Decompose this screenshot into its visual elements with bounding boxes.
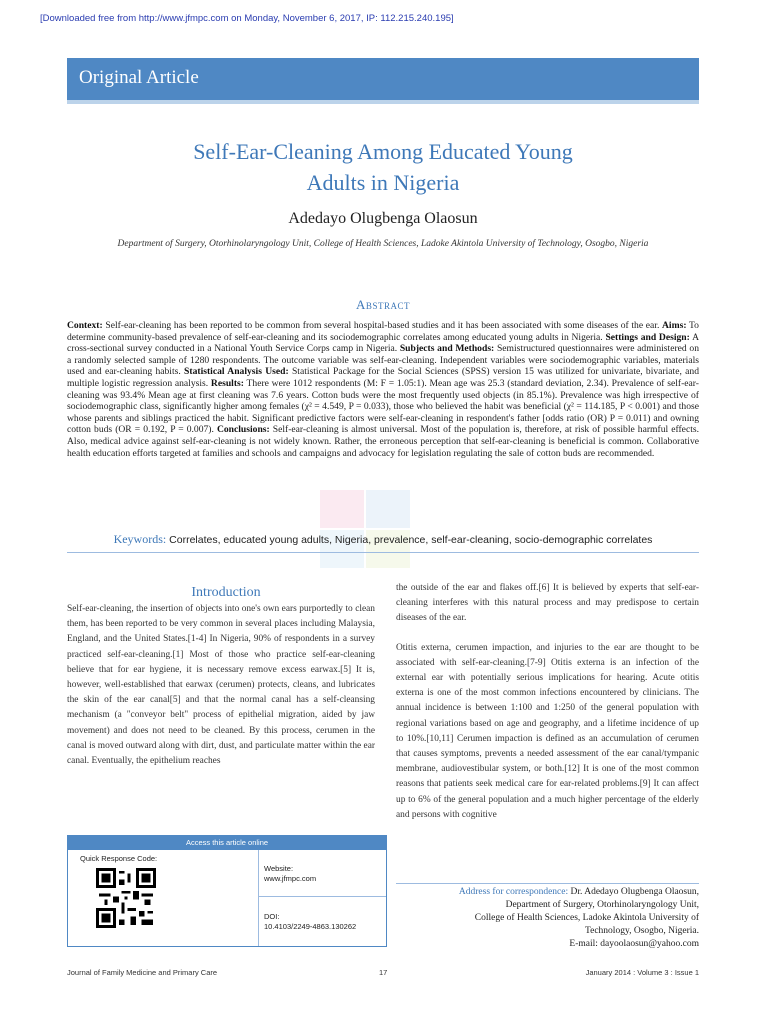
abstract-conclusions: Self-ear-cleaning is almost universal. Most of the population is, therefore, at risk of possible harmful effects. Also, medical advice against self-ear-cleaning is not widely known. Rather, the erroneous perception that self-ear-cleaning is beneficial is common. Collaborative health education efforts targeted at families and schools and campaigns and advocacy for legislation regulating the sale of cotton buds are recommended.	[67, 424, 699, 459]
abstract-results: There were 1012 respondents (M: F = 1.05:1). Mean age was 25.3 (standard deviation, 2.34). Prevalence of self-ear-cleaning was 93.4% Mean age at first cleaning was 7.6 years. Cotton buds were the most frequently used objects (in 85.1%). Prevalence was high irrespective of sociodemographic class, significantly higher among females (χ² = 4.549, P = 0.033), those who believed the habit was beneficial (χ² = 114.185, P < 0.001) and those whose parents and siblings practiced the habit. Significant predictive factors were self-ear-cleaning in respondent's father [odds ratio (OR) P = 0.011) and owning cotton buds (OR = 0.192, P = 0.007).	[67, 377, 699, 436]
doi-link[interactable]: 10.4103/2249-4863.130262	[264, 922, 357, 931]
correspondence-email[interactable]: E-mail: dayoolaosun@yahoo.com	[569, 939, 699, 949]
correspondence-line: Technology, Osogbo, Nigeria.	[584, 926, 699, 936]
abstract-aims-label: Aims:	[662, 320, 687, 331]
keywords-list: Correlates, educated young adults, Nigeria, prevalence, self-ear-cleaning, socio-demographic correlates	[169, 534, 653, 546]
correspondence-label: Address for correspondence:	[458, 887, 569, 897]
footer-issue: January 2014 : Volume 3 : Issue 1	[585, 968, 699, 977]
abstract-stats-label: Statistical Analysis Used:	[184, 366, 289, 378]
abstract-subjects: Semistructured questionnaires were administered on a randomly selected sample of 1280 respondents. The outcome variable was self-ear-cleaning. Independent variables were sociodemographic variables, materials used and ear-cleaning habits.	[67, 343, 699, 378]
qr-code-label: Quick Response Code:	[80, 854, 158, 863]
qr-code-icon[interactable]	[96, 868, 156, 928]
left-column	[67, 602, 375, 769]
abstract-settings-label: Settings and Design:	[605, 331, 690, 343]
abstract-stats: Statistical Package for the Social Sciences (SPSS) version 15 was utilized for univariate, bivariate, and multiple logistic regression analysis.	[67, 366, 699, 389]
access-box-divider	[258, 850, 259, 946]
right-column	[396, 581, 699, 823]
access-article-box	[67, 835, 387, 947]
footer-journal: Journal of Family Medicine and Primary Care	[67, 968, 218, 977]
article-type-banner	[67, 58, 699, 104]
correspondence-line: Department of Surgery, Otorhinolaryngology Unit,	[505, 900, 699, 910]
correspondence-address	[396, 883, 699, 951]
abstract-conclusions-label: Conclusions:	[216, 424, 270, 436]
keywords	[67, 532, 699, 547]
right-paragraph-2: Otitis externa, cerumen impaction, and injuries to the ear are thought to be associated with self-ear-cleaning.[7-9] Otitis externa is an infection of the external ear with potentially serious implications for hearing. Acute otitis externa is one of the most common infections encountered by clinicians. The annual incidence is between 1:100 and 1:250 of the general population with regional variations based on age and geography, and a lifetime incidence of up to 10%.[10,11] Cerumen impaction is defined as an accumulation of cerumen that causes symptoms, prevents a needed assessment of the ear canal/tympanic membrane, audiovestibular system, or both.[12] It is one of the most common reasons that patients seek medical care for ear-related problems.[9] It can affect up to 6% of the general population and a much higher percentage of the elderly and persons with cognitive	[396, 642, 699, 820]
download-notice: [Downloaded free from http://www.jfmpc.com on Monday, November 6, 2017, IP: 112.215.240.195]	[40, 13, 454, 24]
abstract-context-label: Context:	[67, 320, 103, 331]
abstract-results-label: Results:	[210, 377, 244, 389]
abstract-settings: A cross-sectional survey conducted in a National Youth Service Corps camp in Nigeria.	[67, 331, 699, 355]
abstract-body	[67, 320, 699, 459]
intro-paragraph-1: Self-ear-cleaning, the insertion of objects into one's own ears purportedly to clean them, has been reported to be very common in several places including Malaysia, England, and the United States.[1-4] In Nigeria, 90% of respondents in a survey practiced self-ear-cleaning.[1] Most of those who practice self-ear-cleaning believe that for ear hygiene, it is necessary remove excess earwax.[5] It is, however, well-established that earwax (cerumen) protects, cleans, and lubricates the skin of the ear canal[5] and that the normal canal has a self-cleansing mechanism (a "conveyor belt" process of epithelial migration, aided by jaw movement) and does not need to be cleaned. By this process, cerumen in the canal is moved outward along with dirt, dust, and particulate matter within the ear canal. Eventually, the epithelium reaches	[67, 604, 375, 767]
introduction-heading: Introduction	[191, 585, 261, 600]
access-box-header: Access this article online	[68, 836, 386, 850]
correspondence-line: College of Health Sciences, Ladoke Akintola University of	[474, 913, 699, 923]
author-affiliation: Department of Surgery, Otorhinolaryngology Unit, College of Health Sciences, Ladoke Akintola University of Technology, Osogbo, Nigeria	[117, 239, 649, 249]
author-name: Adedayo Olugbenga Olaosun	[288, 210, 478, 227]
doi-info	[264, 912, 356, 932]
website-link[interactable]: www.jfmpc.com	[264, 874, 317, 883]
section-divider	[67, 552, 699, 553]
abstract-heading: Abstract	[356, 297, 410, 312]
website-info	[264, 864, 316, 884]
footer-page-number: 17	[379, 968, 388, 977]
title-line-1: Self-Ear-Cleaning Among Educated Young	[193, 139, 573, 164]
keywords-label: Keywords:	[113, 532, 167, 546]
correspondence-name: Dr. Adedayo Olugbenga Olaosun,	[568, 887, 699, 897]
abstract-aims: To determine community-based prevalence of self-ear-cleaning and its sociodemographic correlates among educated young adults in Nigeria.	[67, 320, 699, 343]
article-type-label: Original Article	[79, 67, 199, 88]
abstract-subjects-label: Subjects and Methods:	[399, 343, 495, 355]
abstract-context: Self-ear-cleaning has been reported to be common from several hospital-based studies and it has been associated with some diseases of the ear.	[102, 320, 662, 331]
website-label: Website:	[264, 864, 294, 873]
journal-watermark-icon	[320, 490, 410, 570]
article-title	[67, 136, 699, 198]
access-box-divider	[258, 896, 386, 897]
right-paragraph-1: the outside of the ear and flakes off.[6] It is believed by experts that self-ear-cleaning interferes with this natural process and may predispose to certain diseases of the ear.	[396, 583, 699, 624]
doi-label: DOI:	[264, 912, 280, 921]
title-line-2: Adults in Nigeria	[306, 170, 460, 195]
